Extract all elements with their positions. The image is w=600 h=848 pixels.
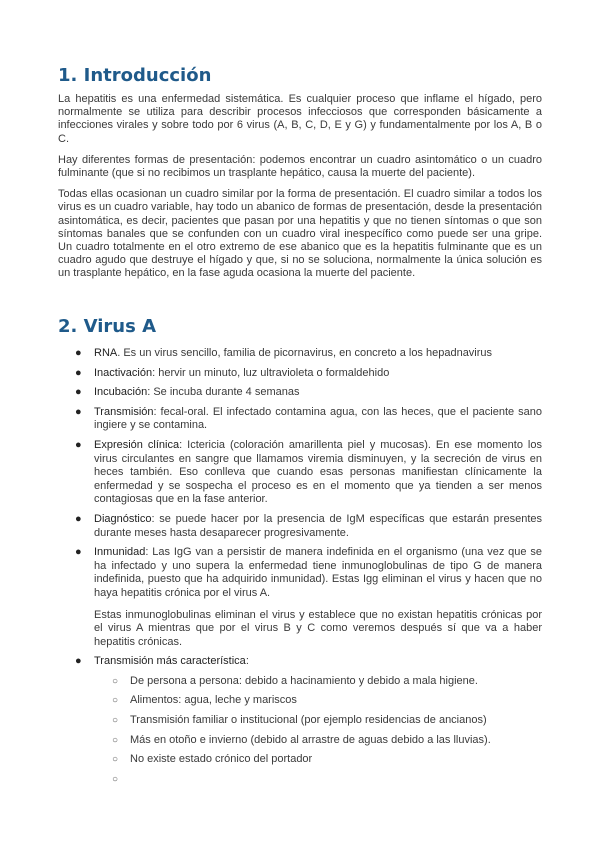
item-text: : [245,655,249,668]
list-item [58,513,542,540]
list-item [58,367,542,381]
sub-item-text: No existe estado crónico del portador [130,753,313,766]
bullet-icon: ● [75,512,82,525]
list-item [58,386,542,400]
item-term: RNA [94,347,118,359]
section-virus-a [58,316,542,785]
sub-item-text: Transmisión familiar o institucional (por ejemplo residencias de ancianos) [130,714,487,727]
sub-list-item [94,734,542,748]
item-term: Diagnóstico [94,512,152,525]
circle-bullet-icon: ○ [112,734,119,746]
item-extra-paragraph: Estas inmunoglobulinas eliminan el virus y establece que no existan hepatitis crónicas por el virus A mientras que por el virus B y C como veremos después sí que va a haber hepatitis crónicas. [94,608,542,648]
bullet-icon: ● [75,546,82,559]
list-item [58,347,542,361]
bullet-icon: ● [75,386,82,399]
sub-item-text: Más en otoño e invierno (debido al arrastre de aguas debido a las lluvias). [130,733,491,746]
list-item [58,439,542,507]
circle-bullet-icon: ○ [112,773,119,785]
item-term: Inactivación [94,366,153,379]
intro-paragraph: Todas ellas ocasionan un cuadro similar por la forma de presentación. El cuadro similar a todos los virus es un cuadro variable, hay todo un abanico de formas de presentación, desde la presentación asintomática, es decir, pacientes que pasan por una hepatitis y que no tienen síntomas o que son síntomas banales que se confunden con un cuadro viral inespecífico como puede ser una gripe. Un cuadro totalmente en el otro extremo de ese abanico que es la hepatitis fulminante que es un cuadro agudo que destruye el hígado y que, si no se soluciona, normalmente la única solución es un trasplante hepático, en la fase aguda ocasiona la muerte del paciente. [58,188,542,280]
bullet-icon: ● [75,438,82,451]
intro-body [58,93,542,289]
item-term: Inmunidad [94,546,146,559]
item-term: Expresión clínica [94,438,180,451]
list-item [58,546,542,649]
bullet-icon: ● [75,405,82,418]
sub-item-text: De persona a persona: debido a hacinamiento y debido a mala higiene. [130,674,478,687]
circle-bullet-icon: ○ [112,675,119,687]
list-item [58,406,542,433]
item-text: : Las IgG van a persistir de manera indefinida en el organismo (una vez que se ha infectado y uno supera la enfermedad tiene inmunoglobulinas de tipo G de manera indefinida, puesto que ha adquirido inmunidad). Estas Igg eliminan el virus y hacen que no haya hepatitis crónica por el virus A. [94,546,542,599]
sub-list-item [94,694,542,708]
sub-list-item [94,714,542,728]
item-text: . Es un virus sencillo, familia de picornavirus, en concreto a los hepadnavirus [117,347,493,359]
intro-paragraph: Hay diferentes formas de presentación: podemos encontrar un cuadro asintomático o un cuadro fulminante (que si no recibimos un trasplante hepático, causa la muerte del paciente). [58,153,542,180]
section-title-virus-a: 2. Virus A [58,316,157,337]
sub-list-item [94,753,542,767]
item-text: : se puede hacer por la presencia de IgM específicas que estarán presentes durante meses hasta desaparecer progresivamente. [94,512,542,539]
transmission-sublist [94,674,542,785]
item-term: Transmisión más característica [94,655,246,668]
sub-list-item [94,675,542,689]
item-text: : Ictericia (coloración amarillenta piel y mucosas). En ese momento los virus circulantes en sangre que llamamos viremia disminuyen, y la secreción de virus en heces también. Eso conlleva que cuando esas personas manifiestan clínicamente la enfermedad y se sospecha el proceso es en el momento que ya tienden a ser menos contagiosas que en la fase anterior. [94,438,542,506]
bullet-icon: ● [75,347,82,359]
sub-item-text: Alimentos: agua, leche y mariscos [130,694,297,707]
item-text: : hervir un minuto, luz ultravioleta o formaldehido [152,366,390,379]
virus-a-list [58,347,542,785]
list-item [58,655,542,785]
item-text: : Se incuba durante 4 semanas [147,386,300,399]
section-title-introduccion: 1. Introducción [58,65,212,86]
intro-paragraph: La hepatitis es una enfermedad sistemática. Es cualquier proceso que inflame el hígado, pero normalmente se utiliza para describir procesos infecciosos que corresponden básicamente a infecciones virales y sobre todo por 6 virus (A, B, C, D, E y G) y fundamentalmente por los A, B o C. [58,93,542,145]
bullet-icon: ● [75,366,82,379]
circle-bullet-icon: ○ [112,754,119,766]
circle-bullet-icon: ○ [112,695,119,707]
bullet-icon: ● [75,655,82,668]
item-term: Incubación [94,386,148,399]
item-text: : fecal-oral. El infectado contamina agua, con las heces, que el paciente sano ingiere y se contamina. [94,405,542,432]
circle-bullet-icon: ○ [112,715,119,727]
item-term: Transmisión [94,405,154,418]
